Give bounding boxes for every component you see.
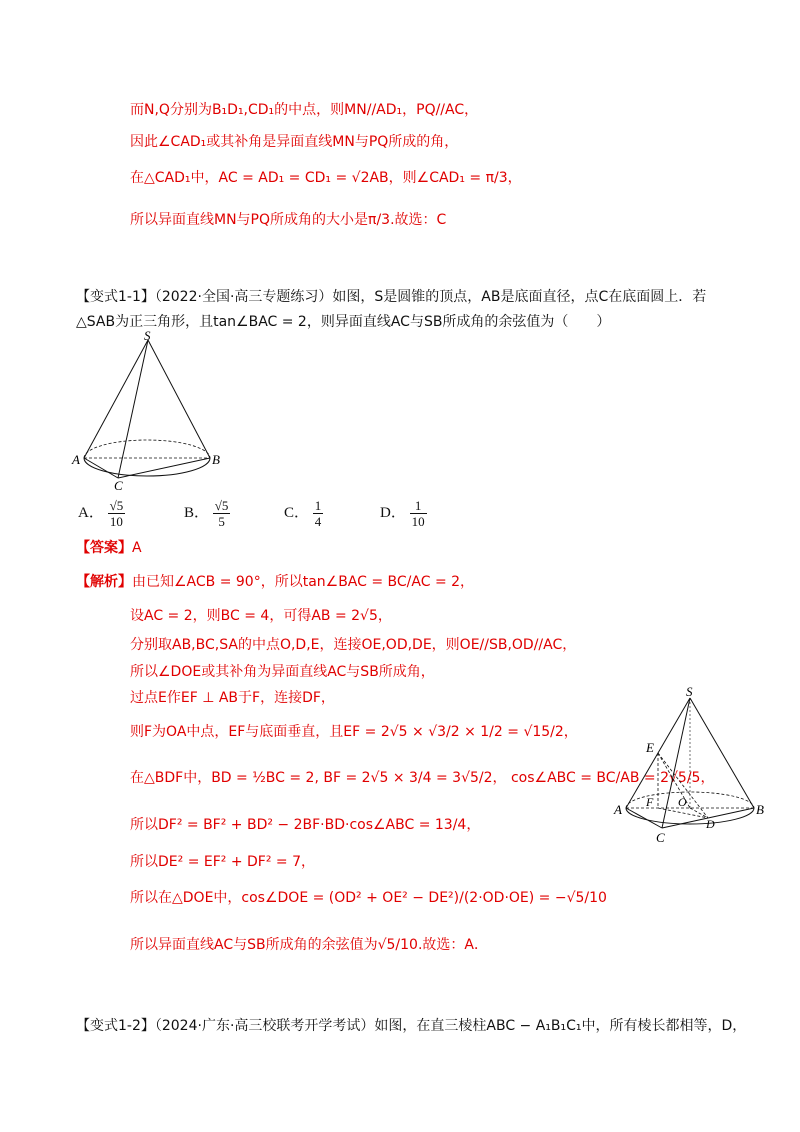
prev-solution-line-2: 因此∠CAD₁或其补角是异面直线MN与PQ所成的角， bbox=[130, 134, 459, 150]
problem-1-2-title: 【变式1-2】（2024·广东·高三校联考开学考试）如图，在直三棱柱ABC − A₁B₁C₁中，所有棱长都相等，D， bbox=[76, 1018, 747, 1034]
fig1-label-A: A bbox=[72, 452, 80, 467]
analysis-step-6: 则F为OA中点，EF与底面垂直，且EF = 2√5 × √3/2 × 1/2 = √15/2， bbox=[130, 724, 578, 740]
analysis-tag: 【解析】 bbox=[76, 574, 132, 590]
prev-solution-line-4: 所以异面直线MN与PQ所成角的大小是π/3.故选：C bbox=[130, 212, 447, 228]
analysis-step-8: 所以DF² = BF² + BD² − 2BF·BD·cos∠ABC = 13/4， bbox=[130, 817, 481, 833]
option-d[interactable] bbox=[380, 498, 427, 529]
analysis-step-10: 所以在△DOE中，cos∠DOE = (OD² + OE² − DE²)/(2·OD·OE) = −√5/10 bbox=[130, 890, 607, 906]
analysis-step-7: 在△BDF中，BD = ½BC = 2, BF = 2√5 × 3/4 = 3√5/2， cos∠ABC = BC/AB = 2√5/5， bbox=[130, 770, 715, 786]
fig2-label-F: F bbox=[646, 795, 654, 809]
option-b-label: B． bbox=[184, 504, 210, 521]
fig2-label-D: D bbox=[706, 817, 715, 831]
analysis-row-1 bbox=[76, 572, 474, 592]
option-b-den: 5 bbox=[218, 514, 225, 529]
fig2-label-S: S bbox=[686, 684, 693, 699]
option-a[interactable] bbox=[78, 498, 125, 529]
fig2-label-C: C bbox=[656, 830, 665, 845]
answer-tag: 【答案】 bbox=[76, 540, 132, 556]
option-c[interactable] bbox=[284, 498, 323, 529]
prev-solution-line-1: 而N,Q分别为B₁D₁,CD₁的中点，则MN//AD₁，PQ//AC， bbox=[130, 102, 479, 118]
analysis-step-4: 所以∠DOE或其补角为异面直线AC与SB所成角， bbox=[130, 664, 435, 680]
option-d-den: 10 bbox=[411, 514, 425, 529]
problem-1-1-title-line2: △SAB为正三角形，且tan∠BAC = 2，则异面直线AC与SB所成角的余弦值为（ ） bbox=[76, 314, 611, 330]
fig2-label-O: O bbox=[678, 795, 687, 809]
analysis-step-2: 设AC = 2，则BC = 4，可得AB = 2√5， bbox=[130, 608, 392, 624]
option-b[interactable] bbox=[184, 498, 230, 529]
analysis-step-11: 所以异面直线AC与SB所成角的余弦值为√5/10.故选：A． bbox=[130, 937, 488, 953]
analysis-step-3: 分别取AB,BC,SA的中点O,D,E，连接OE,OD,DE，则OE//SB,OD//AC， bbox=[130, 637, 577, 653]
option-c-label: C． bbox=[284, 504, 310, 521]
problem-1-1-title: 【变式1-1】（2022·全国·高三专题练习）如图，S是圆锥的顶点，AB是底面直径，点C在底面圆上．若 bbox=[76, 289, 707, 305]
cone-figure bbox=[68, 330, 228, 490]
option-d-num: 1 bbox=[410, 498, 427, 514]
analysis-step-5: 过点E作EF ⊥ AB于F，连接DF， bbox=[130, 690, 335, 706]
fig1-label-B: B bbox=[212, 452, 220, 467]
option-a-num: √5 bbox=[109, 498, 124, 513]
answer-row bbox=[76, 538, 142, 558]
option-b-num: √5 bbox=[214, 498, 229, 513]
option-c-num: 1 bbox=[314, 498, 322, 513]
fig2-label-B: B bbox=[756, 802, 764, 817]
option-c-den: 4 bbox=[314, 514, 322, 529]
option-d-label: D． bbox=[380, 504, 406, 521]
analysis-step-9: 所以DE² = EF² + DF² = 7， bbox=[130, 854, 315, 870]
analysis-step-1: 由已知∠ACB = 90°，所以tan∠BAC = BC/AC = 2， bbox=[132, 574, 475, 590]
fig2-label-A: A bbox=[614, 802, 622, 817]
answer-value: A bbox=[132, 540, 142, 556]
fig1-label-S: S bbox=[144, 330, 151, 343]
cone-construction-figure bbox=[608, 680, 778, 850]
fig1-label-C: C bbox=[114, 478, 123, 490]
option-a-den: 10 bbox=[109, 514, 123, 529]
fig2-label-E: E bbox=[646, 740, 654, 755]
option-a-label: A． bbox=[78, 504, 104, 521]
prev-solution-line-3: 在△CAD₁中，AC = AD₁ = CD₁ = √2AB，则∠CAD₁ = π/3， bbox=[130, 170, 522, 186]
